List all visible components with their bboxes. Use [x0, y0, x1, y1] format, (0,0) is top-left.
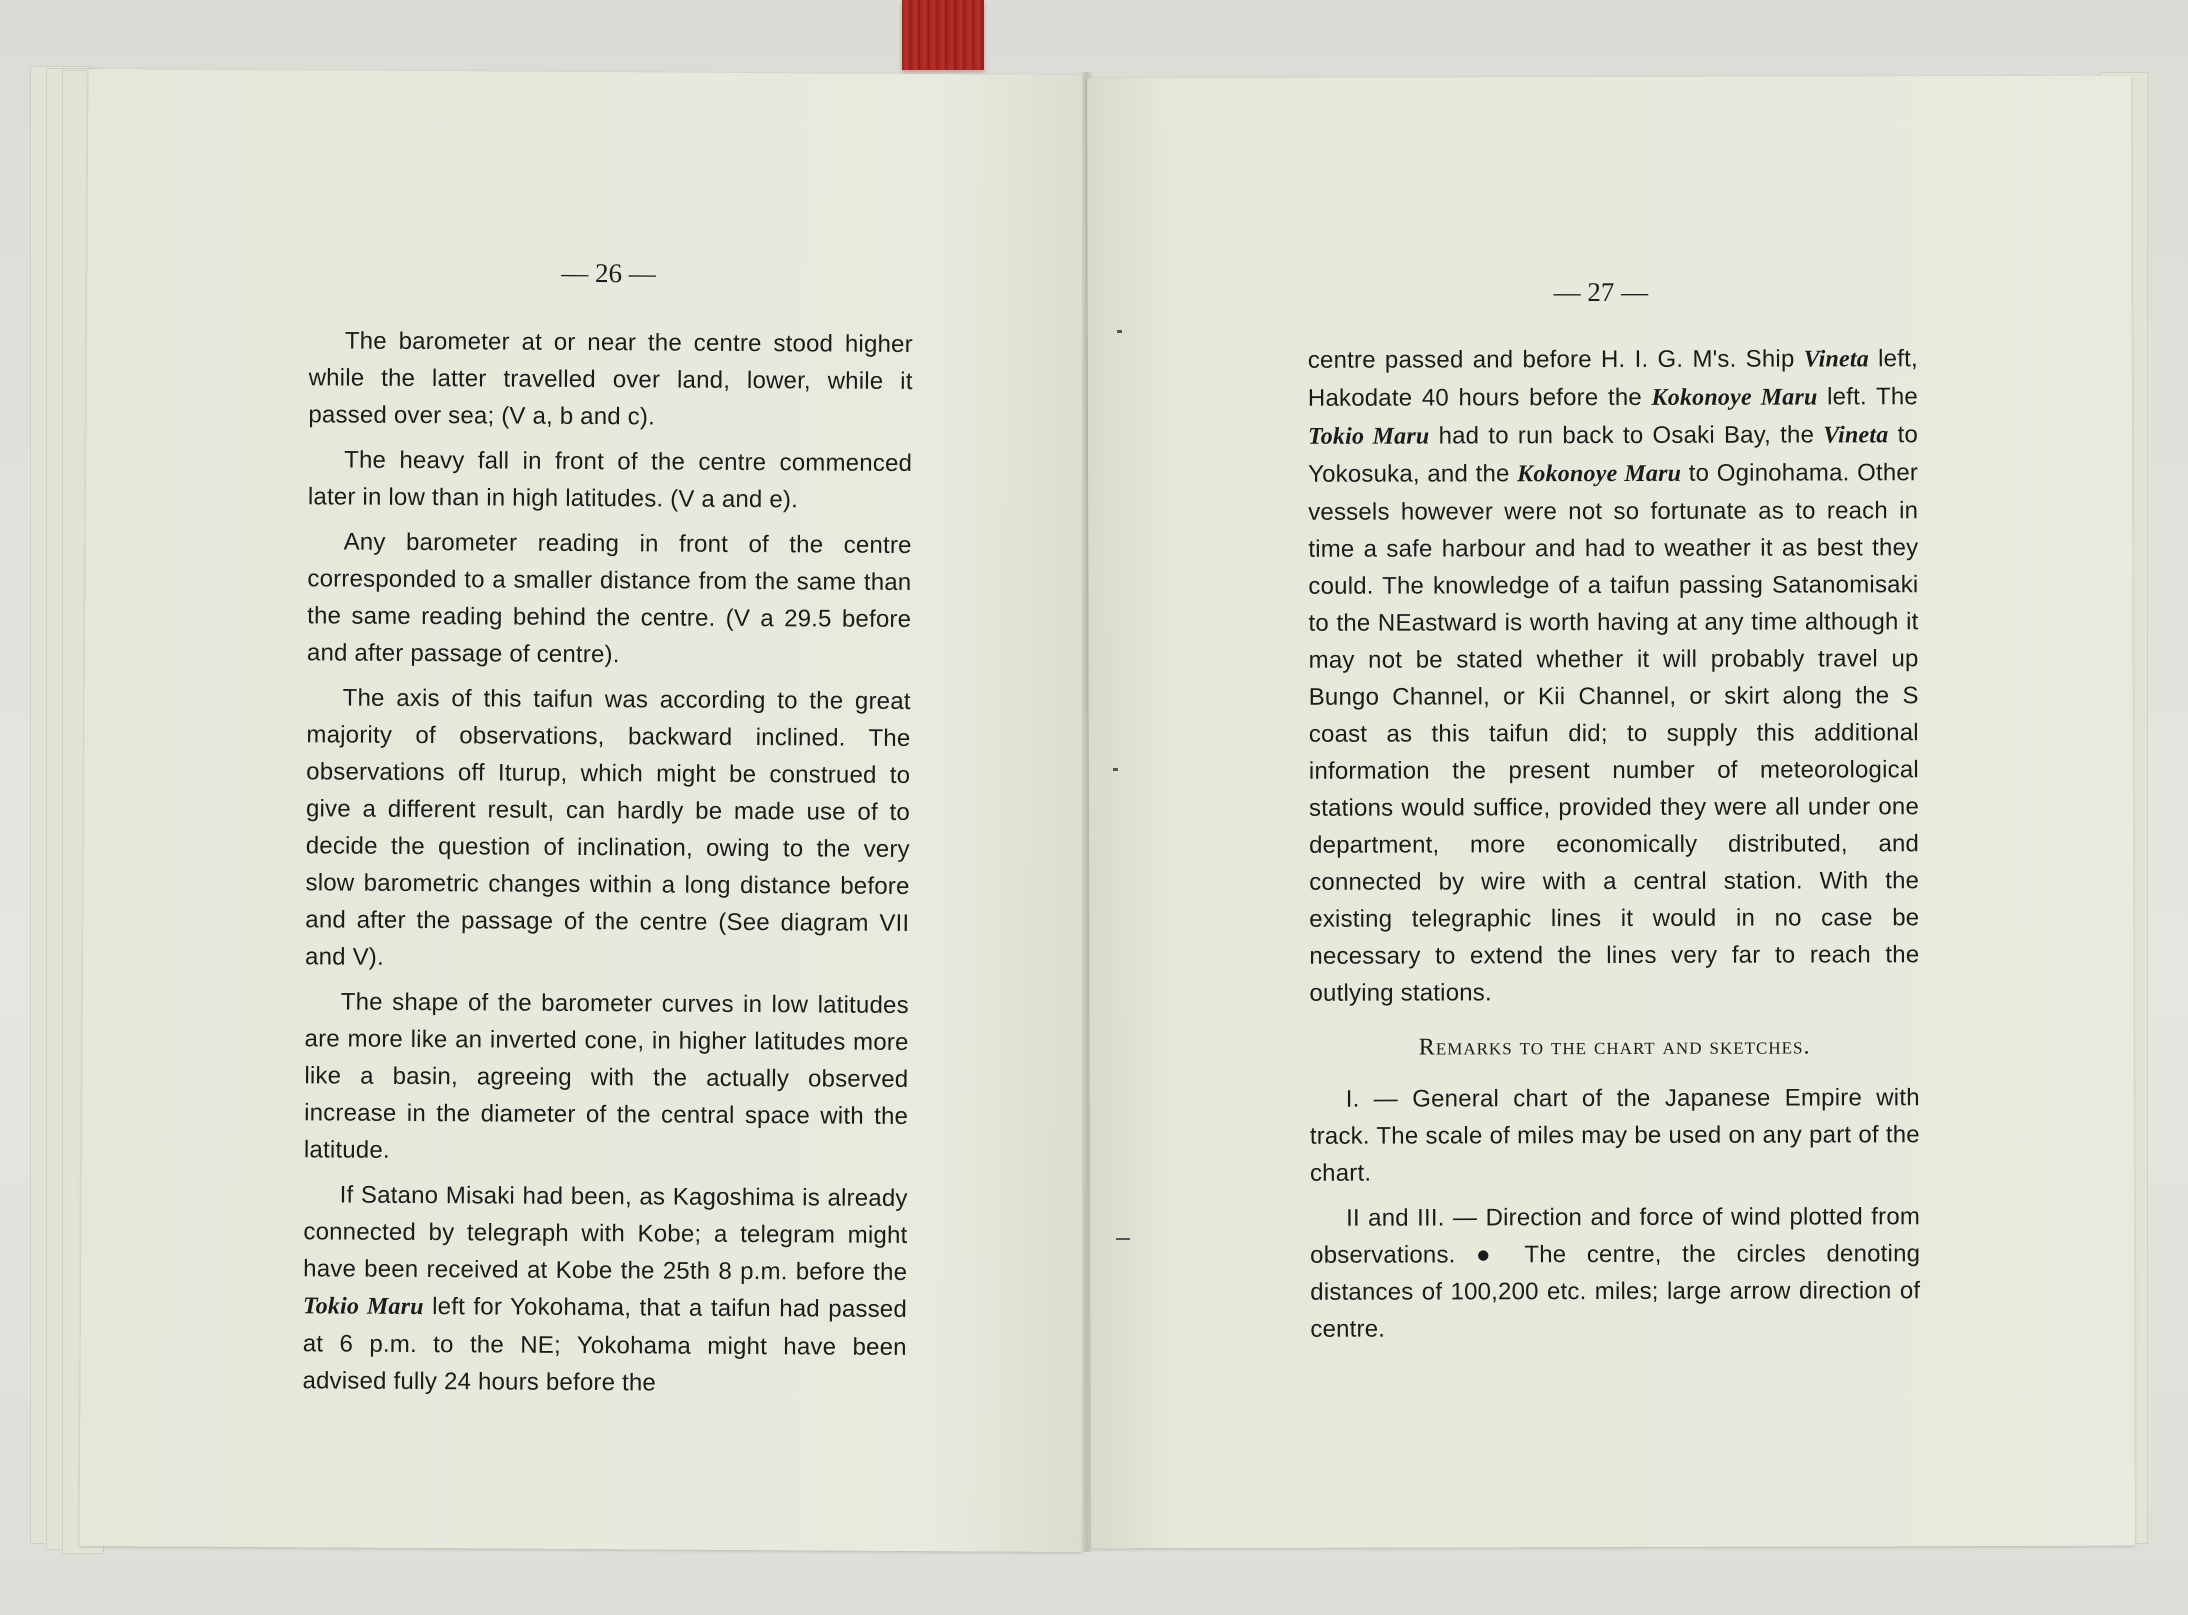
paragraph: The barometer at or near the centre stood higher while the latter travelled over land, lower, while it passed over sea; (V a, b and c).: [308, 327, 913, 431]
text-run: had to run back to Osaki Bay, the: [1429, 421, 1824, 450]
scan-mark: [1116, 1238, 1130, 1240]
page-number: — 26 —: [561, 257, 656, 289]
paragraph: The shape of the barometer curves in low latitudes are more like an inverted cone, in higher latitudes more like a basin, agreeing with the actually observed increase in the diameter of the central space with the latitude.: [303, 988, 909, 1164]
paragraph: Any barometer reading in front of the centre corresponded to a smaller distance from the same than the same reading behind the centre. (V a 29.5 before and after passage of centre).: [306, 528, 912, 669]
bookmark-ribbon: [902, 0, 984, 70]
paragraph: The heavy fall in front of the centre commenced later in low than in high latitudes. (V a and e).: [307, 446, 913, 514]
paragraph: [1308, 340, 1920, 1012]
scan-mark: [1113, 768, 1118, 771]
right-page-text: [1308, 340, 1921, 1356]
page-number: — 27 —: [1553, 276, 1649, 308]
scan-mark: [1117, 330, 1122, 333]
ship-name: Kokonoye Maru: [1517, 460, 1682, 488]
text-run: left. The: [1817, 383, 1918, 411]
text-run: left for Yokohama, that a taifun had passed at 6 p.m. to the NE; Yokohama might have been advised fully 24 hours before the: [302, 1293, 908, 1397]
text-run: centre passed and before H. I. G. M's. Ship: [1307, 345, 1804, 374]
section-heading: Remarks to the chart and sketches.: [1418, 1033, 1811, 1061]
ship-name: Vineta: [1803, 346, 1869, 373]
paragraph: The axis of this taifun was according to the great majority of observations, backward inclined. The observations off Iturup, which might be construed to give a different result, can hardly be made use of to decide the question of inclination, owing to the very slow barometric changes within a long distance before and after the passage of the centre (See diagram VII and V).: [305, 684, 911, 971]
right-page: [1087, 76, 2135, 1549]
paragraph: I. — General chart of the Japanese Empire with track. The scale of miles may be used on any part of the chart.: [1309, 1084, 1920, 1187]
left-page: [79, 69, 1090, 1552]
ship-name: Vineta: [1823, 422, 1889, 449]
text-run: If Satano Misaki had been, as Kagoshima is already connected by telegraph with Kobe; a telegram might have been received at Kobe the 25th 8 p.m. before the: [303, 1181, 908, 1286]
ship-name: Tokio Maru: [302, 1293, 424, 1321]
ship-name: Tokio Maru: [1307, 423, 1430, 450]
paragraph: II and III. — Direction and force of wind plotted from observations. ● The centre, the circles denoting distances of 100,200 etc. miles; large arrow direction of centre.: [1310, 1203, 1921, 1343]
text-run: left, Hakodate 40 hours before the: [1307, 345, 1918, 412]
ship-name: Kokonoye Maru: [1651, 384, 1818, 411]
text-run: to Yokosuka, and the: [1308, 421, 1919, 488]
text-run: to Oginohama. Other vessels however were not so fortunate as to reach in time a safe harbour and had to weather it as best they could. The knowledge of a taifun passing Satanomisaki to the NEastward is worth having at any time although it may not be stated whether it will probably travel up Bungo Channel, or Kii Channel, or skirt along the S coast as this taifun did; to supply this additional information the present number of meteorological stations would suffice, provided they were all under one department, more economically distributed, and connected by wire with a central station. With the existing telegraphic lines it would in no case be necessary to extend the lines very far to reach the outlying stations.: [1308, 459, 1920, 1007]
paragraph: [302, 1176, 907, 1403]
left-page-text: [302, 322, 913, 1411]
